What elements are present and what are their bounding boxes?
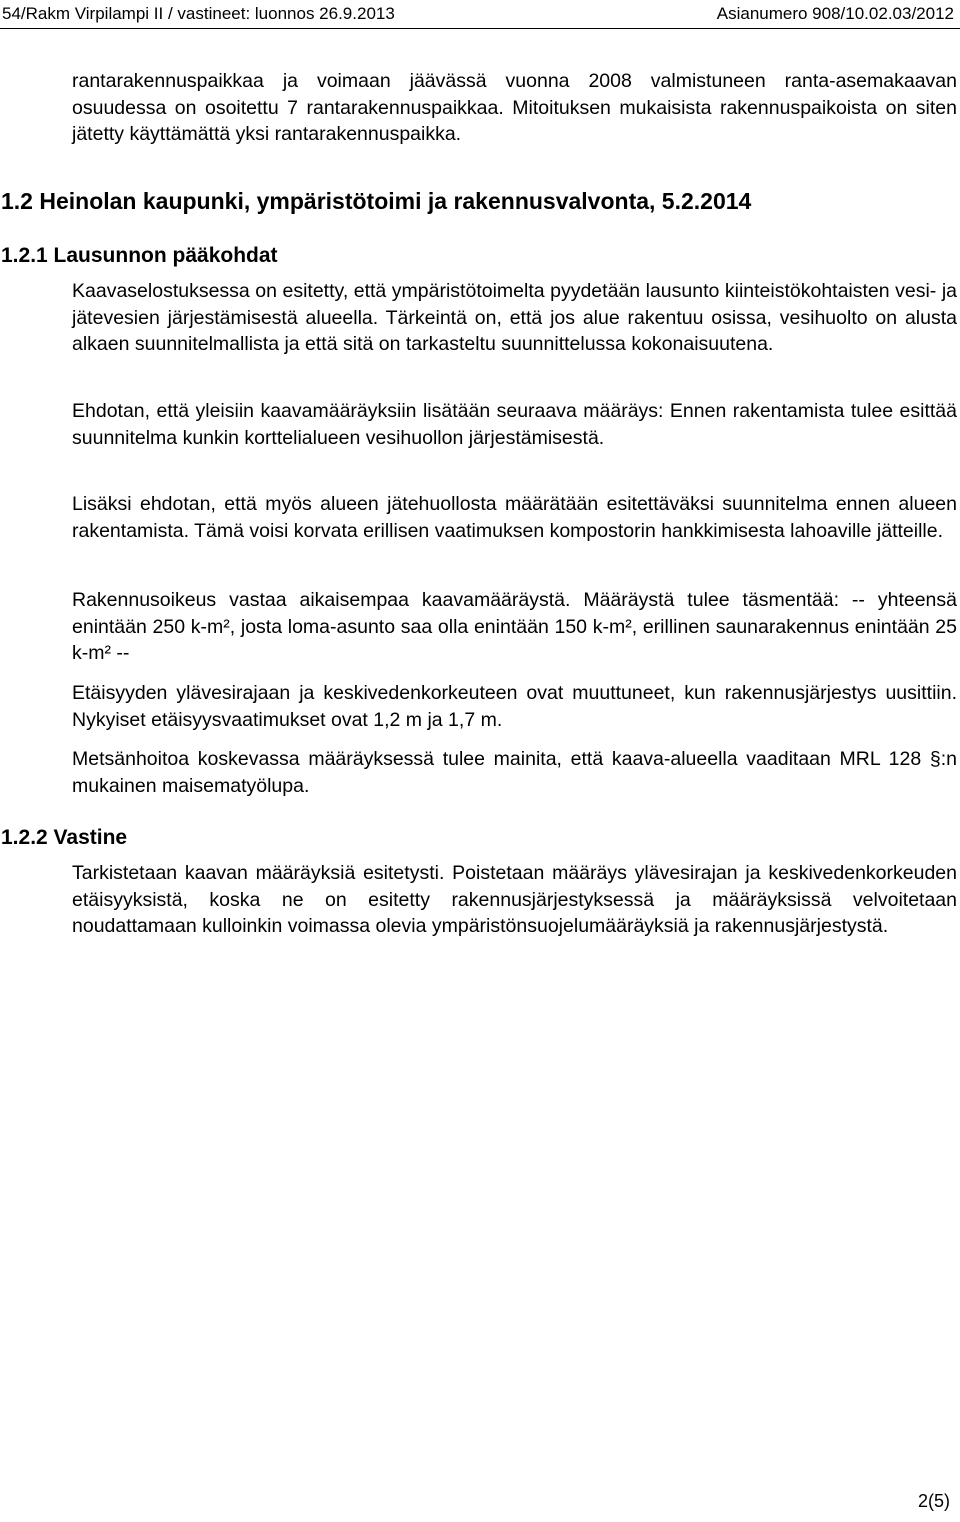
paragraph-rakennusoikeus: Rakennusoikeus vastaa aikaisempaa kaavamääräystä. Määräystä tulee täsmentää: -- yhteensä enintään 250 k-m², josta loma-asunto saa olla enintään 150 k-m², erillinen saunarakennus enintään 25 k-m² -- — [72, 589, 957, 664]
paragraph-etaisyydet: Etäisyyden ylävesirajaan ja keskivedenkorkeuteen ovat muuttuneet, kun rakennusjärjestys uusittiin. Nykyiset etäisyysvaatimukset ovat 1,2 m ja 1,7 m. — [72, 682, 957, 731]
subsection-heading-1-2-1: 1.2.1 Lausunnon pääkohdat — [1, 244, 278, 267]
header-divider — [0, 28, 960, 29]
subsection-heading-1-2-2: 1.2.2 Vastine — [1, 826, 128, 849]
paragraph-jatehuolto: Lisäksi ehdotan, että myös alueen jätehuollosta määrätään esitettäväksi suunnitelma ennen alueen rakentamista. Tämä voisi korvata erillisen vaatimuksen kompostorin hankkimisesta lahoaville jätteille. — [72, 493, 957, 542]
section-heading-1-2: 1.2 Heinolan kaupunki, ympäristötoimi ja rakennusvalvonta, 5.2.2014 — [1, 188, 752, 214]
header-case-number: Asianumero 908/10.02.03/2012 — [716, 4, 954, 23]
page-number: 2(5) — [917, 1491, 950, 1511]
page-header — [0, 0, 960, 27]
paragraph-metsanhoito: Metsänhoitoa koskevassa määräyksessä tulee mainita, että kaava-alueella vaaditaan MRL 128 §:n mukainen maisematyölupa. — [72, 748, 957, 797]
paragraph-ehdotus-vesihuolto: Ehdotan, että yleisiin kaavamääräyksiin lisätään seuraava määräys: Ennen rakentamista tulee esittää suunnitelma kunkin korttelialueen vesihuollon järjestämisestä. — [72, 400, 957, 449]
paragraph-vastine: Tarkistetaan kaavan määräyksiä esitetysti. Poistetaan määräys ylävesirajan ja keskivedenkorkeuden etäisyyksistä, koska ne on esitetty rakennusjärjestyksessä ja määräyksissä velvoitetaan noudattamaan kulloinkin voimassa olevia ympäristönsuojelumääräyksiä ja rakennusjärjestystä. — [72, 862, 957, 937]
intro-paragraph: rantarakennuspaikkaa ja voimaan jäävässä vuonna 2008 valmistuneen ranta-asemakaavan osuudessa on osoitettu 7 rantarakennuspaikkaa. Mitoituksen mukaisista rakennuspaikoista on siten jätetty käyttämättä yksi rantarakennuspaikka. — [72, 70, 957, 145]
paragraph-kaavaselostus: Kaavaselostuksessa on esitetty, että ympäristötoimelta pyydetään lausunto kiinteistökohtaisten vesi- ja jätevesien järjestämisestä alueella. Tärkeintä on, että jos alue rakentuu osissa, vesihuolto on alusta alkaen suunnitelmallista ja että sitä on tarkasteltu suunnittelussa kokonaisuutena. — [72, 280, 957, 355]
header-document-title: 54/Rakm Virpilampi II / vastineet: luonnos 26.9.2013 — [2, 4, 395, 23]
